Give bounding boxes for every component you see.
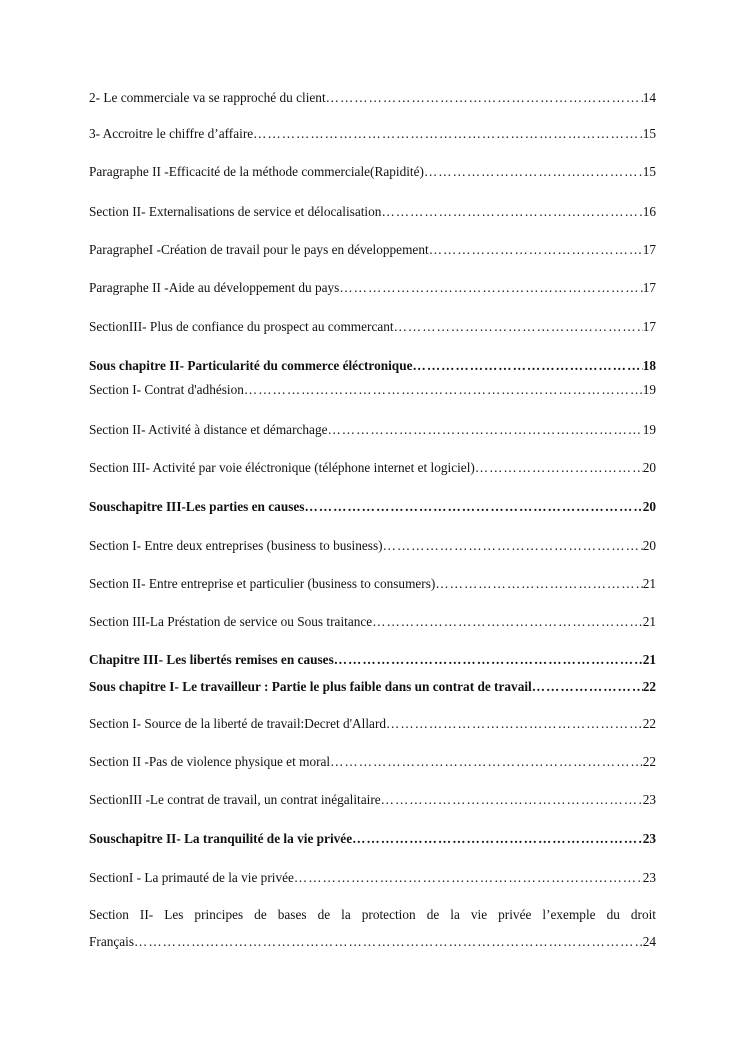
toc-entry-text: Français (89, 934, 135, 949)
toc-entry-text: Section II- Activité à distance et démarchage (89, 422, 328, 437)
toc-entry-text: SectionI - La primauté de la vie privée (89, 870, 294, 885)
toc-entry-text: SectionIII -Le contrat de travail, un contrat inégalitaire (89, 792, 381, 807)
toc-entry (89, 869, 656, 887)
toc-entry-page: 16 (642, 204, 656, 219)
toc-entry-page: 14 (642, 90, 656, 105)
toc-entry-page: 22 (642, 754, 656, 769)
toc-entry-page: 21 (642, 614, 656, 629)
toc-entry (89, 537, 656, 555)
toc-entry-page: 21 (642, 652, 656, 667)
toc-entry-page: 23 (642, 792, 656, 807)
toc-entry-multiline-line2 (89, 933, 656, 951)
toc-entry (89, 830, 656, 848)
toc-entry-page: 22 (642, 716, 656, 731)
toc-entry (89, 163, 656, 181)
toc-entry (89, 459, 656, 477)
dot-leader (386, 715, 643, 733)
dot-leader (429, 241, 643, 259)
dot-leader (326, 89, 643, 107)
toc-entry-page: 17 (642, 242, 656, 257)
toc-entry-page: 20 (642, 499, 656, 514)
dot-leader (372, 613, 643, 631)
dot-leader (413, 357, 643, 375)
toc-entry-text: Section II- Entre entreprise et particulier (business to consumers) (89, 576, 436, 591)
toc-entry-page: 19 (642, 382, 656, 397)
toc-entry (89, 575, 656, 593)
toc-entry-text: Section II- Externalisations de service et délocalisation (89, 204, 382, 219)
dot-leader (330, 753, 643, 771)
toc-entry-text: Section I- Source de la liberté de travail:Decret d'Allard (89, 716, 387, 731)
toc-entry-page: 20 (642, 460, 656, 475)
toc-entry (89, 241, 656, 259)
toc-entry (89, 613, 656, 631)
dot-leader (253, 125, 643, 143)
toc-entry-text: Souschapitre III-Les parties en causes (89, 499, 305, 514)
toc-entry (89, 678, 656, 696)
toc-entry-text: Section II -Pas de violence physique et moral (89, 754, 331, 769)
dot-leader (394, 318, 643, 336)
toc-entry-page: 20 (642, 538, 656, 553)
dot-leader (294, 869, 643, 887)
toc-entry (89, 715, 656, 733)
toc-entry (89, 381, 656, 399)
dot-leader (475, 459, 643, 477)
toc-entry-page: 17 (642, 280, 656, 295)
dot-leader (134, 933, 643, 951)
dot-leader (339, 279, 642, 297)
toc-entry-page: 18 (642, 358, 656, 373)
toc-entry-text: ParagrapheI -Création de travail pour le pays en développement (89, 242, 429, 257)
toc-entry-page: 24 (642, 934, 656, 949)
toc-entry-page: 22 (642, 679, 656, 694)
dot-leader (381, 791, 643, 809)
toc-entry (89, 125, 656, 143)
toc-entry-page: 23 (642, 870, 656, 885)
toc-entry-text: 3- Accroitre le chiffre d’affaire (89, 126, 254, 141)
toc-entry-text: Section III-La Préstation de service ou Sous traitance (89, 614, 373, 629)
toc-entry-text: Paragraphe II -Aide au développement du pays (89, 280, 340, 295)
toc-entry (89, 279, 656, 297)
toc-entry (89, 753, 656, 771)
toc-entry (89, 498, 656, 516)
toc-entry (89, 421, 656, 439)
toc-entry-text: Section III- Activité par voie éléctronique (téléphone internet et logiciel) (89, 460, 475, 475)
dot-leader (532, 678, 643, 696)
dot-leader (381, 203, 642, 221)
toc-entry-page: 17 (642, 319, 656, 334)
dot-leader (435, 575, 642, 593)
dot-leader (352, 830, 643, 848)
toc-entry-page: 23 (642, 831, 656, 846)
dot-leader (424, 163, 643, 181)
dot-leader (304, 498, 642, 516)
toc-entry (89, 203, 656, 221)
toc-entry-text: 2- Le commerciale va se rapproché du client (89, 90, 326, 105)
toc-entry (89, 318, 656, 336)
dot-leader (244, 381, 643, 399)
toc-entry (89, 651, 656, 669)
toc-entry-multiline-line1: Section II- Les principes de bases de la protection de la vie privée l’exemple du droit (89, 907, 656, 922)
toc-entry (89, 89, 656, 107)
toc-entry (89, 357, 656, 375)
toc-entry-text: Paragraphe II -Efficacité de la méthode commerciale(Rapidité) (89, 164, 424, 179)
toc-entry-page: 21 (642, 576, 656, 591)
toc-entry-page: 15 (642, 164, 656, 179)
toc-entry-text: Chapitre III- Les libertés remises en causes (89, 652, 334, 667)
toc-entry-page: 15 (642, 126, 656, 141)
dot-leader (334, 651, 643, 669)
toc-entry-text: SectionIII- Plus de confiance du prospect au commercant (89, 319, 394, 334)
toc-entry-page: 19 (642, 422, 656, 437)
dot-leader (383, 537, 643, 555)
toc-entry-text: Sous chapitre II- Particularité du commerce éléctronique (89, 358, 413, 373)
toc-entry-text: Sous chapitre I- Le travailleur : Partie le plus faible dans un contrat de travail (89, 679, 532, 694)
toc-entry-text: Section I- Contrat d'adhésion (89, 382, 244, 397)
toc-entry-text: Souschapitre II- La tranquilité de la vie privée (89, 831, 353, 846)
dot-leader (328, 421, 643, 439)
toc-entry (89, 791, 656, 809)
toc-entry-text: Section I- Entre deux entreprises (business to business) (89, 538, 383, 553)
